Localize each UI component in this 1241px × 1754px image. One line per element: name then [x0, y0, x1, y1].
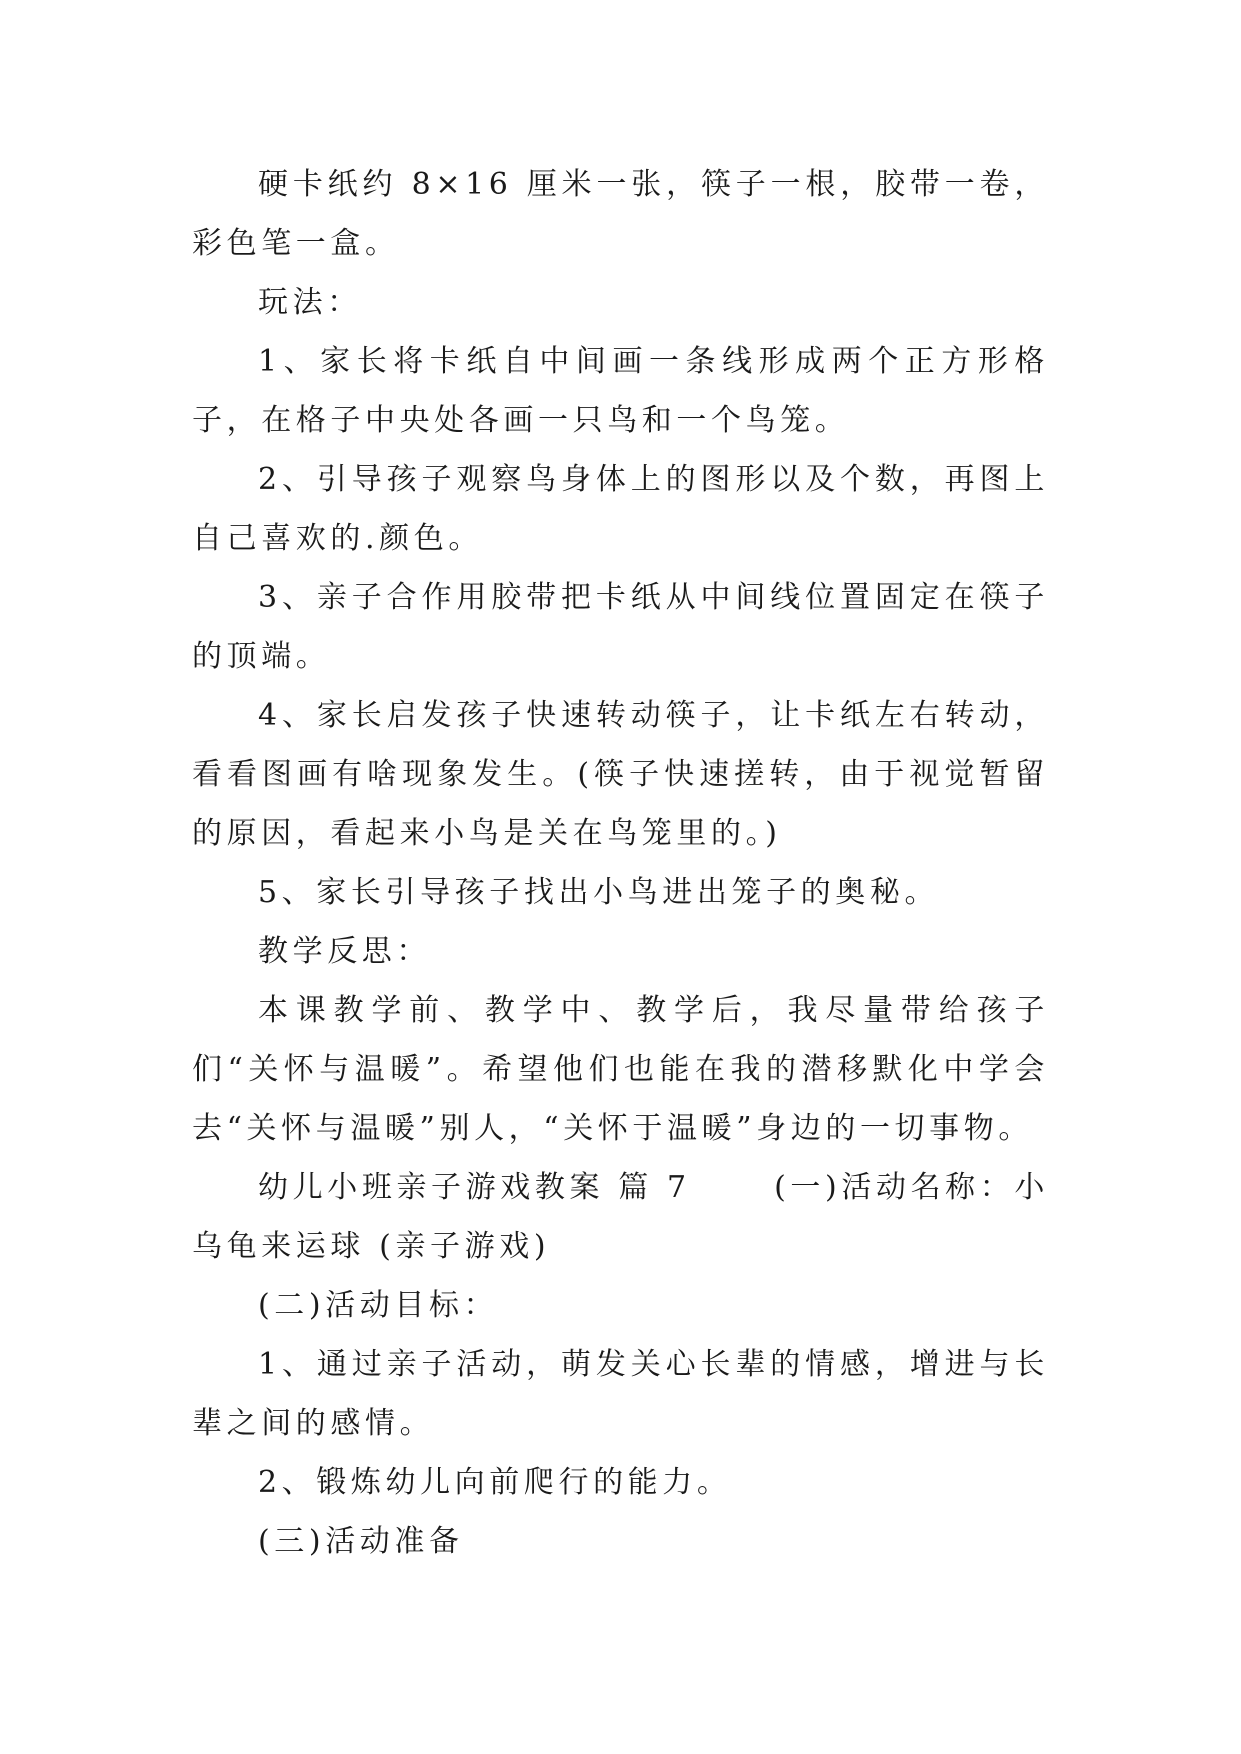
paragraph-section-title: 幼儿小班亲子游戏教案 篇 7 (一)活动名称：小乌龟来运球 (亲子游戏): [192, 1170, 1049, 1264]
paragraph-step-1: 1、家长将卡纸自中间画一条线形成两个正方形格子，在格子中央处各画一只鸟和一个鸟笼。: [192, 344, 1049, 438]
paragraph-reflection-heading: 教学反思：: [258, 934, 431, 969]
paragraph-step-2: 2、引导孩子观察鸟身体上的图形以及个数，再图上自己喜欢的.颜色。: [192, 462, 1049, 556]
paragraph-step-3: 3、亲子合作用胶带把卡纸从中间线位置固定在筷子的顶端。: [192, 580, 1049, 674]
paragraph-method-heading: 玩法：: [258, 285, 362, 320]
paragraph-step-5: 5、家长引导孩子找出小鸟进出笼子的奥秘。: [258, 875, 940, 910]
paragraph-goal-2: 2、锻炼幼儿向前爬行的能力。: [258, 1465, 732, 1500]
paragraph-reflection-body: 本课教学前、教学中、教学后，我尽量带给孩子们“关怀与温暖”。希望他们也能在我的潜移默化中学会去“关怀与温暖”别人，“关怀于温暖”身边的一切事物。: [192, 993, 1049, 1146]
document-body: [192, 155, 1049, 1571]
paragraph-goal-1: 1、通过亲子活动，萌发关心长辈的情感，增进与长辈之间的感情。: [192, 1347, 1049, 1441]
paragraph-goals-heading: (二)活动目标：: [258, 1288, 499, 1323]
paragraph-step-4: 4、家长启发孩子快速转动筷子，让卡纸左右转动，看看图画有啥现象发生。(筷子快速搓转，由于视觉暂留的原因，看起来小鸟是关在鸟笼里的。): [192, 698, 1049, 851]
paragraph-materials: 硬卡纸约 8×16 厘米一张，筷子一根，胶带一卷，彩色笔一盒。: [192, 167, 1049, 261]
paragraph-preparation-heading: (三)活动准备: [258, 1524, 464, 1559]
